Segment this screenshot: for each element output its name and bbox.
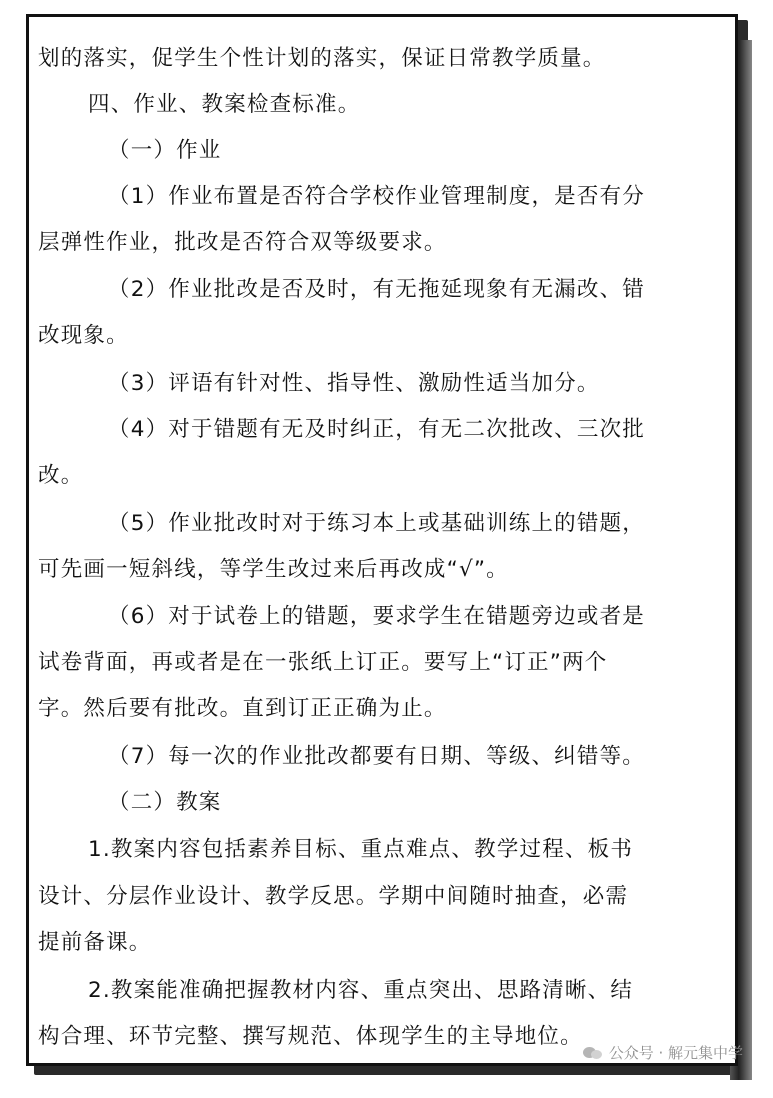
text-line: 构合理、环节完整、撰写规范、体现学生的主导地位。 [38, 1024, 583, 1049]
text-line: （7）每一次的作业批改都要有日期、等级、纠错等。 [108, 744, 645, 769]
text-line: 字。然后要有批改。直到订正正确为止。 [38, 696, 447, 721]
text-line: （5）作业批改时对于练习本上或基础训练上的错题， [108, 511, 645, 536]
subsection-heading: （二）教案 [108, 790, 222, 815]
text-line: （4）对于错题有无及时纠正，有无二次批改、三次批 [108, 417, 645, 442]
text-line: 改现象。 [38, 323, 129, 348]
text-line: 2.教案能准确把握教材内容、重点突出、思路清晰、结 [88, 978, 634, 1003]
text-line: 改。 [38, 463, 84, 488]
text-line: （6）对于试卷上的错题，要求学生在错题旁边或者是 [108, 604, 645, 629]
text-line: 提前备课。 [38, 930, 152, 955]
text-line: 划的落实，促学生个性计划的落实，保证日常教学质量。 [38, 46, 606, 71]
text-line: 可先画一短斜线，等学生改过来后再改成“√”。 [38, 557, 509, 582]
watermark [583, 1042, 743, 1063]
text-line: 1.教案内容包括素养目标、重点难点、教学过程、板书 [88, 837, 634, 862]
document-body [38, 0, 726, 1098]
subsection-heading: （一）作业 [108, 138, 222, 163]
text-line: 设计、分层作业设计、教学反思。学期中间随时抽查，必需 [38, 884, 629, 909]
wechat-icon [583, 1045, 603, 1061]
text-line: （2）作业批改是否及时，有无拖延现象有无漏改、错 [108, 277, 645, 302]
text-line: 层弹性作业，批改是否符合双等级要求。 [38, 230, 447, 255]
watermark-text: 公众号 · 解元集中学 [608, 1044, 743, 1062]
text-line: （3）评语有针对性、指导性、激励性适当加分。 [108, 371, 600, 396]
text-line: （1）作业布置是否符合学校作业管理制度，是否有分 [108, 184, 645, 209]
section-heading: 四、作业、教案检查标准。 [88, 92, 361, 117]
text-line: 试卷背面，再或者是在一张纸上订正。要写上“订正”两个 [38, 650, 608, 675]
